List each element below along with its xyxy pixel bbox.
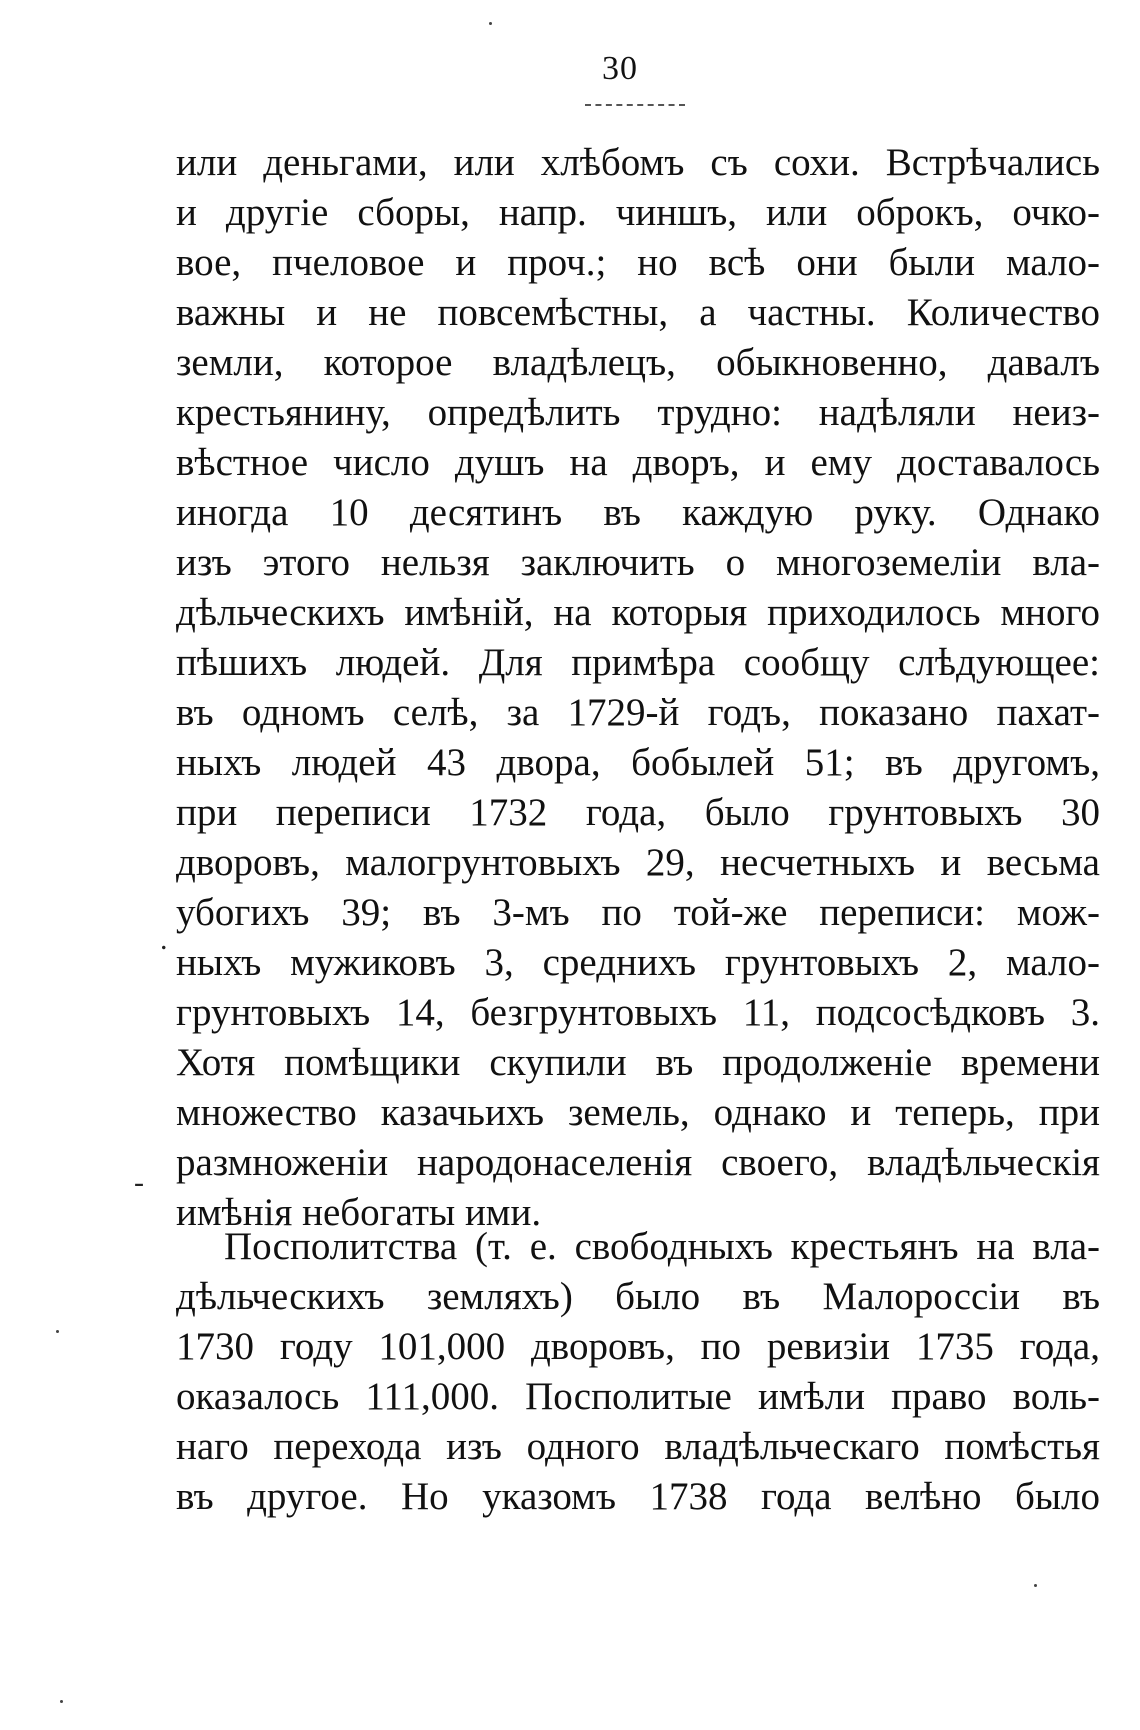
speck-dot <box>489 22 492 25</box>
text-line: имѣнія небогаты ими. <box>176 1191 542 1234</box>
page-number: 30 <box>602 50 638 87</box>
text-line: пѣшихъ людей. Для примѣра сообщу слѣдующее: <box>176 641 1100 684</box>
text-line: оказалось 111,000. Посполитые имѣли право воль- <box>176 1375 1100 1418</box>
text-line: крестьянину, опредѣлить трудно: надѣляли неиз- <box>176 391 1100 434</box>
page-number-rule <box>585 104 685 106</box>
text-line: ныхъ мужиковъ 3, среднихъ грунтовыхъ 2, мало- <box>176 941 1100 984</box>
text-line: убогихъ 39; въ 3-мъ по той-же переписи: мож- <box>176 891 1100 934</box>
text-line: земли, которое владѣлецъ, обыкновенно, давалъ <box>176 341 1100 384</box>
text-line: множество казачьихъ земель, однако и теперь, при <box>176 1091 1100 1134</box>
paragraph-2 <box>176 1222 1100 1522</box>
speck-dot <box>56 1330 59 1333</box>
paragraph-1 <box>176 138 1100 1238</box>
text-line: вѣстное число душъ на дворъ, и ему доставалось <box>176 441 1100 484</box>
text-line: дѣльческихъ имѣній, на которыя приходилось много <box>176 591 1100 634</box>
text-line: грунтовыхъ 14, безгрунтовыхъ 11, подсосѣдковъ 3. <box>176 991 1100 1034</box>
margin-dot-mark: . <box>160 923 168 956</box>
speck-dot <box>1034 1584 1037 1587</box>
text-line: или деньгами, или хлѣбомъ съ сохи. Встрѣчались <box>176 141 1100 184</box>
speck-dot <box>60 1700 63 1703</box>
text-line: Посполитства (т. е. свободныхъ крестьянъ на вла- <box>224 1225 1100 1268</box>
text-line: въ другое. Но указомъ 1738 года велѣно было <box>176 1475 1100 1518</box>
text-line: наго перехода изъ одного владѣльческаго помѣстья <box>176 1425 1100 1468</box>
text-line: дѣльческихъ земляхъ) было въ Малороссіи въ <box>176 1275 1100 1318</box>
text-line: въ одномъ селѣ, за 1729-й годъ, показано пахат- <box>176 691 1100 734</box>
text-line: Хотя помѣщики скупили въ продолженіе времени <box>176 1041 1100 1084</box>
text-line: и другіе сборы, напр. чиншъ, или оброкъ, очко- <box>176 191 1100 234</box>
text-line: дворовъ, малогрунтовыхъ 29, несчетныхъ и весьма <box>176 841 1100 884</box>
text-line: важны и не повсемѣстны, а частны. Количество <box>176 291 1100 334</box>
text-line: размноженіи народонаселенія своего, владѣльческія <box>176 1141 1100 1184</box>
text-line: при переписи 1732 года, было грунтовыхъ 30 <box>176 791 1100 834</box>
text-line: 1730 году 101,000 дворовъ, по ревизіи 1735 года, <box>176 1325 1100 1368</box>
text-line: изъ этого нельзя заключить о многоземеліи вла- <box>176 541 1100 584</box>
margin-dash-mark: - <box>134 1166 144 1199</box>
text-line: ныхъ людей 43 двора, бобылей 51; въ другомъ, <box>176 741 1100 784</box>
text-line: вое, пчеловое и проч.; но всѣ они были мало- <box>176 241 1100 284</box>
text-line: иногда 10 десятинъ въ каждую руку. Однако <box>176 491 1100 534</box>
